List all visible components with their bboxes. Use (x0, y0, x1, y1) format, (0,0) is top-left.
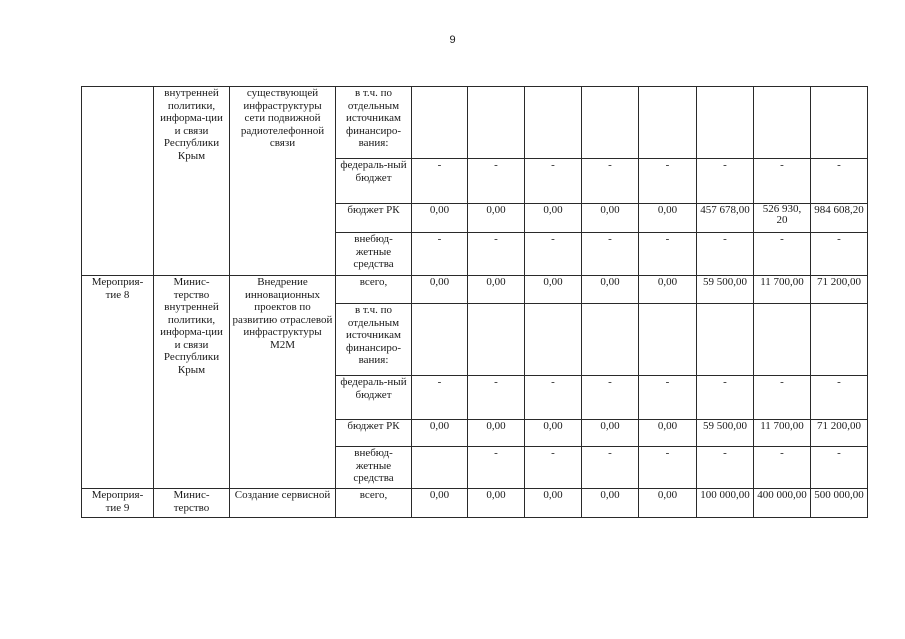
value-cell: - (582, 447, 639, 489)
value-cell: - (639, 233, 697, 276)
value-cell: 0,00 (639, 276, 697, 304)
value-cell: - (639, 447, 697, 489)
value-cell: - (468, 447, 525, 489)
value-cell: - (811, 376, 868, 420)
value-cell: 59 500,00 (697, 276, 754, 304)
value-cell: - (697, 447, 754, 489)
value-cell: 984 608,20 (811, 204, 868, 233)
value-cell (468, 304, 525, 376)
page-number: 9 (449, 34, 456, 46)
value-cell: 0,00 (468, 204, 525, 233)
value-cell: - (412, 159, 468, 204)
value-cell: 59 500,00 (697, 420, 754, 447)
funding-source-cell: федераль-ный бюджет (336, 159, 412, 204)
value-cell: - (811, 447, 868, 489)
value-cell: 0,00 (582, 276, 639, 304)
funding-source-cell: бюджет РК (336, 420, 412, 447)
activity-description-cell: существующей инфраструктуры сети подвижной радиотелефонной связи (230, 87, 336, 276)
value-cell: 0,00 (525, 420, 582, 447)
value-cell: 0,00 (582, 489, 639, 518)
value-cell: - (754, 159, 811, 204)
activity-cell: Мероприя-тие 8 (82, 276, 154, 489)
table-row (82, 276, 868, 304)
executor-cell: Минис-терство (154, 489, 230, 518)
value-cell: 0,00 (525, 489, 582, 518)
value-cell: 0,00 (582, 420, 639, 447)
activity-cell: Мероприя-тие 9 (82, 489, 154, 518)
value-cell: - (525, 447, 582, 489)
value-cell (697, 304, 754, 376)
value-cell: - (639, 376, 697, 420)
funding-source-cell: в т.ч. по отдельным источникам финансиро-вания: (336, 304, 412, 376)
value-cell: - (468, 159, 525, 204)
value-cell: 0,00 (582, 204, 639, 233)
value-cell: - (468, 376, 525, 420)
value-cell (754, 304, 811, 376)
value-cell: 0,00 (639, 420, 697, 447)
value-cell: - (582, 233, 639, 276)
value-cell: - (754, 376, 811, 420)
value-cell (582, 87, 639, 159)
value-cell (525, 87, 582, 159)
value-cell (582, 304, 639, 376)
value-cell: - (525, 376, 582, 420)
value-cell: 0,00 (468, 420, 525, 447)
funding-source-cell: федераль-ный бюджет (336, 376, 412, 420)
value-cell: 11 700,00 (754, 276, 811, 304)
value-cell: - (697, 376, 754, 420)
value-cell: 0,00 (525, 204, 582, 233)
value-cell (639, 87, 697, 159)
value-cell: - (468, 233, 525, 276)
value-cell: 0,00 (412, 489, 468, 518)
value-cell: 0,00 (525, 276, 582, 304)
value-cell (412, 87, 468, 159)
value-cell: - (754, 447, 811, 489)
funding-source-cell: бюджет РК (336, 204, 412, 233)
value-cell: 400 000,00 (754, 489, 811, 518)
value-cell: 0,00 (412, 276, 468, 304)
value-cell: 0,00 (468, 489, 525, 518)
funding-source-cell: внебюд-жетные средства (336, 233, 412, 276)
value-cell: - (754, 233, 811, 276)
value-cell: - (811, 233, 868, 276)
value-cell: 71 200,00 (811, 420, 868, 447)
value-cell: 0,00 (639, 489, 697, 518)
value-cell: - (697, 233, 754, 276)
activity-description-cell: Внедрение инновационных проектов по развитию отраслевой инфраструктуры М2М (230, 276, 336, 489)
table-row (82, 489, 868, 518)
funding-source-cell: всего, (336, 489, 412, 518)
value-cell (468, 87, 525, 159)
value-cell: 11 700,00 (754, 420, 811, 447)
value-cell: 71 200,00 (811, 276, 868, 304)
value-cell: - (811, 159, 868, 204)
value-cell: - (582, 376, 639, 420)
value-cell: - (582, 159, 639, 204)
funding-source-cell: в т.ч. по отдельным источникам финансиро-вания: (336, 87, 412, 159)
value-cell: - (697, 159, 754, 204)
value-cell: - (639, 159, 697, 204)
activity-description-cell: Создание сервисной (230, 489, 336, 518)
value-cell: - (525, 233, 582, 276)
value-cell: - (525, 159, 582, 204)
value-cell: 0,00 (468, 276, 525, 304)
value-cell (525, 304, 582, 376)
value-cell: 526 930, 20 (754, 204, 811, 233)
value-cell (754, 87, 811, 159)
value-cell: - (412, 376, 468, 420)
value-cell: - (412, 233, 468, 276)
funding-source-cell: всего, (336, 276, 412, 304)
table-row (82, 87, 868, 159)
value-cell (811, 304, 868, 376)
executor-cell: внутренней политики, информа-ции и связи Республики Крым (154, 87, 230, 276)
value-cell: 0,00 (412, 420, 468, 447)
value-cell: 500 000,00 (811, 489, 868, 518)
executor-cell: Минис-терство внутренней политики, информа-ции и связи Республики Крым (154, 276, 230, 489)
value-cell: 0,00 (639, 204, 697, 233)
activity-cell (82, 87, 154, 276)
value-cell: 100 000,00 (697, 489, 754, 518)
value-cell (412, 447, 468, 489)
value-cell (412, 304, 468, 376)
value-cell: 0,00 (412, 204, 468, 233)
value-cell (811, 87, 868, 159)
budget-table (81, 86, 868, 518)
funding-source-cell: внебюд-жетные средства (336, 447, 412, 489)
value-cell (639, 304, 697, 376)
value-cell: 457 678,00 (697, 204, 754, 233)
value-cell (697, 87, 754, 159)
